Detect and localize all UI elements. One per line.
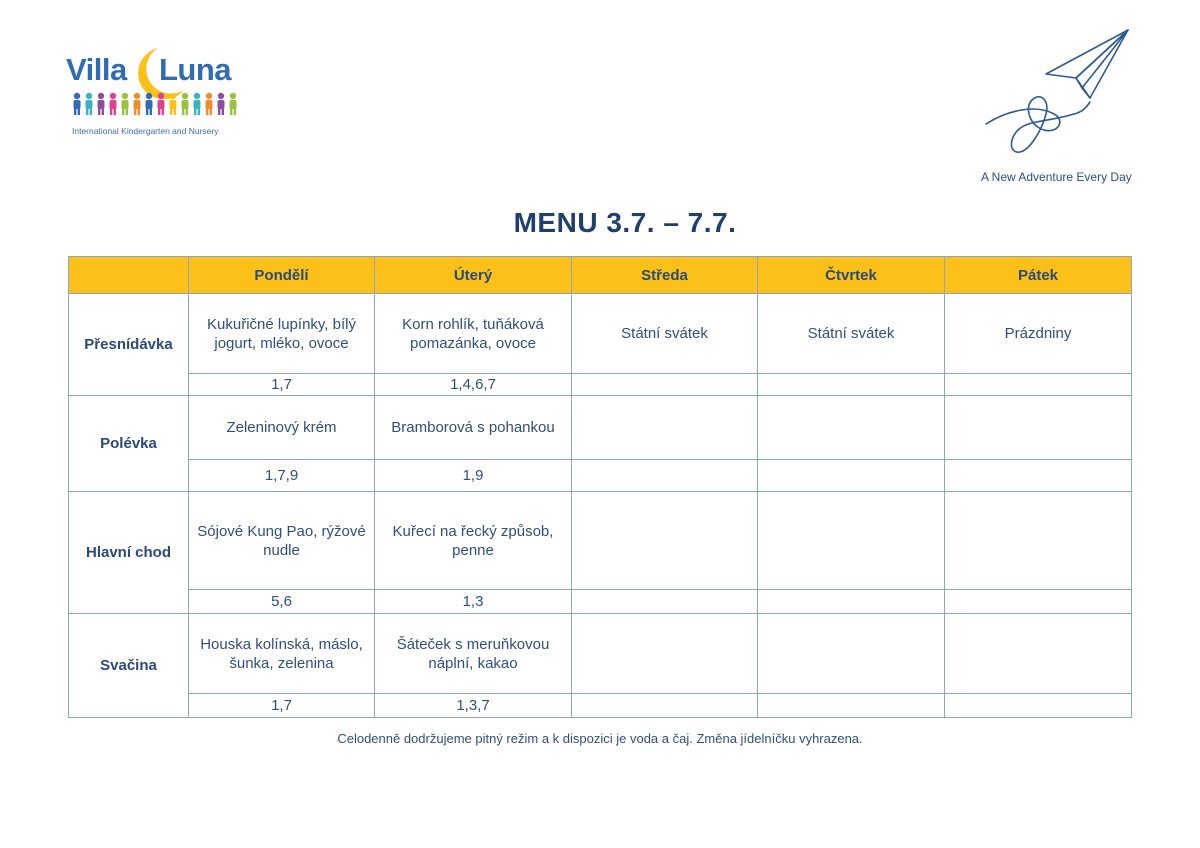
dish-cell [758, 396, 945, 460]
dish-cell: Kuřecí na řecký způsob, penne [375, 492, 572, 590]
dish-cell: Prázdniny [945, 294, 1132, 374]
allergen-cell: 1,4,6,7 [375, 374, 572, 396]
header-day-friday: Pátek [945, 257, 1132, 294]
header-corner [69, 257, 189, 294]
page-title: MENU 3.7. – 7.7. [513, 207, 737, 238]
dish-cell [758, 614, 945, 694]
dish-cell: Státní svátek [572, 294, 758, 374]
meal-name-cell: Polévka [69, 396, 189, 492]
header-row [69, 257, 1132, 294]
table-row-allergens [69, 590, 1132, 614]
header-day-thursday: Čtvrtek [758, 257, 945, 294]
menu-table [68, 256, 1132, 718]
logo-word-luna: Luna [159, 52, 232, 87]
allergen-cell: 1,7,9 [189, 460, 375, 492]
meal-name-cell: Svačina [69, 614, 189, 718]
allergen-cell: 1,3,7 [375, 694, 572, 718]
dish-cell: Státní svátek [758, 294, 945, 374]
dish-cell [945, 396, 1132, 460]
table-row-allergens [69, 694, 1132, 718]
allergen-cell: 1,9 [375, 460, 572, 492]
allergen-cell [758, 374, 945, 396]
allergen-cell [572, 590, 758, 614]
allergen-cell: 1,7 [189, 694, 375, 718]
villa-luna-logo [66, 44, 246, 140]
meal-name-cell: Hlavní chod [69, 492, 189, 614]
dish-cell [945, 492, 1132, 590]
allergen-cell [572, 460, 758, 492]
dish-cell [945, 614, 1132, 694]
allergen-cell [945, 694, 1132, 718]
dish-cell: Zeleninový krém [189, 396, 375, 460]
allergen-cell [572, 374, 758, 396]
table-row-dishes [69, 294, 1132, 374]
allergen-cell: 1,3 [375, 590, 572, 614]
dish-cell [572, 396, 758, 460]
header-day-monday: Pondělí [189, 257, 375, 294]
logo-word-villa: Villa [66, 52, 127, 87]
table-row-allergens [69, 374, 1132, 396]
dish-cell: Bramborová s pohankou [375, 396, 572, 460]
meal-name-cell: Přesnídávka [69, 294, 189, 396]
dish-cell [572, 614, 758, 694]
dish-cell: Korn rohlík, tuňáková pomazánka, ovoce [375, 294, 572, 374]
dish-cell: Šáteček s meruňkovou náplní, kakao [375, 614, 572, 694]
dish-cell: Sójové Kung Pao, rýžové nudle [189, 492, 375, 590]
table-row-dishes [69, 614, 1132, 694]
allergen-cell [945, 590, 1132, 614]
allergen-cell: 1,7 [189, 374, 375, 396]
allergen-cell [758, 460, 945, 492]
allergen-cell: 5,6 [189, 590, 375, 614]
dish-cell: Kukuřičné lupínky, bílý jogurt, mléko, ovoce [189, 294, 375, 374]
table-row-dishes [69, 396, 1132, 460]
header-day-tuesday: Úterý [375, 257, 572, 294]
allergen-cell [945, 460, 1132, 492]
allergen-cell [945, 374, 1132, 396]
dish-cell: Houska kolínská, máslo, šunka, zelenina [189, 614, 375, 694]
paper-plane-icon [978, 26, 1138, 161]
logo-tagline: International Kindergarten and Nursery [72, 126, 219, 136]
footer-note: Celodenně dodržujeme pitný režim a k dispozici je voda a čaj. Změna jídelníčku vyhrazena. [337, 731, 863, 746]
dish-cell [758, 492, 945, 590]
allergen-cell [572, 694, 758, 718]
dish-cell [572, 492, 758, 590]
allergen-cell [758, 590, 945, 614]
slogan-text: A New Adventure Every Day [981, 170, 1132, 184]
table-row-dishes [69, 492, 1132, 590]
header-day-wednesday: Středa [572, 257, 758, 294]
table-row-allergens [69, 460, 1132, 492]
allergen-cell [758, 694, 945, 718]
